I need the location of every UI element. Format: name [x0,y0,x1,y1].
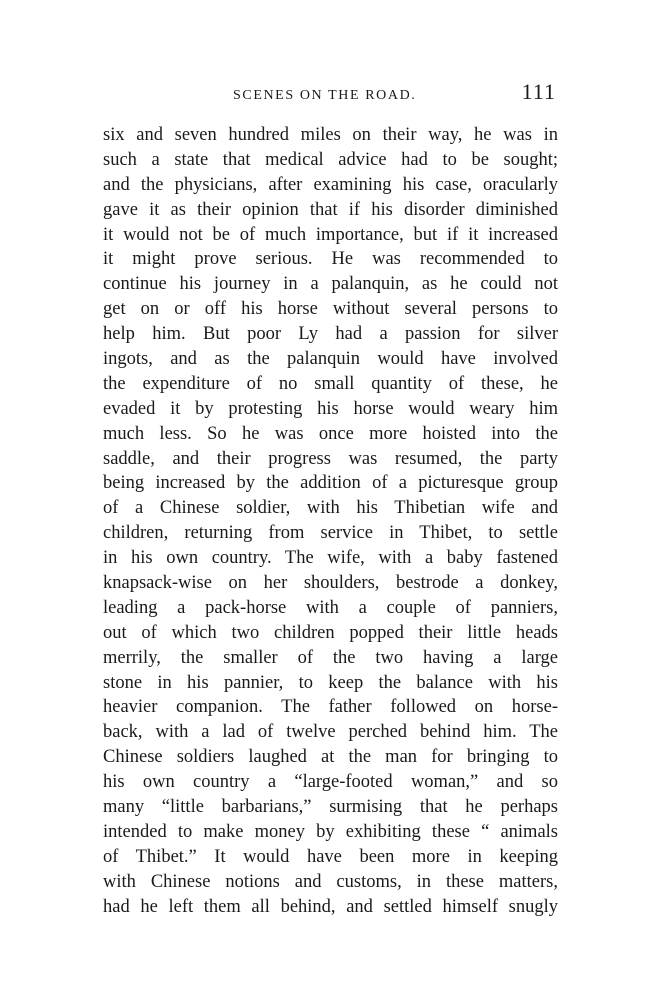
text-line: with Chinese notions and customs, in these matters, [103,871,558,892]
text-line: heavier companion. The father followed on horse- [103,697,558,718]
page-number: 111 [521,79,556,104]
text-line: help him. But poor Ly had a passion for silver [103,324,558,345]
text-line: the expenditure of no small quantity of these, he [103,373,558,394]
text-line: ingots, and as the palanquin would have involved [103,349,558,370]
text-line: had he left them all behind, and settled himself snugly [103,896,558,917]
text-line: gave it as their opinion that if his disorder diminished [103,199,558,220]
text-line: intended to make money by exhibiting these “ animals [103,821,558,842]
text-line: saddle, and their progress was resumed, the party [103,448,558,469]
text-line: back, with a lad of twelve perched behind him. The [103,722,558,743]
text-line: it would not be of much importance, but if it increased [103,224,558,245]
text-line: children, returning from service in Thibet, to settle [103,523,558,544]
text-line: being increased by the addition of a picturesque group [103,473,558,494]
text-line: leading a pack-horse with a couple of panniers, [103,597,558,618]
text-line: such a state that medical advice had to be sought; [103,149,558,170]
text-line: knapsack-wise on her shoulders, bestrode a donkey, [103,573,558,594]
text-line: and the physicians, after examining his case, oracularly [103,174,558,195]
text-line: six and seven hundred miles on their way, he was in [103,125,558,145]
text-line: continue his journey in a palanquin, as he could not [103,274,558,295]
text-line: it might prove serious. He was recommended to [103,249,558,270]
text-line: get on or off his horse without several persons to [103,299,558,320]
text-line: out of which two children popped their little heads [103,622,558,643]
text-line: his own country a “large-footed woman,” and so [103,772,558,793]
text-line: evaded it by protesting his horse would weary him [103,398,558,419]
text-line: merrily, the smaller of the two having a large [103,647,558,668]
running-head [103,78,558,108]
text-line: many “little barbarians,” surmising that he perhaps [103,797,558,818]
text-line: stone in his pannier, to keep the balance with his [103,672,558,693]
body-text [103,123,558,920]
text-line: Chinese soldiers laughed at the man for bringing to [103,747,558,768]
text-line: of Thibet.” It would have been more in keeping [103,846,558,867]
text-line: much less. So he was once more hoisted into the [103,423,558,444]
text-line: of a Chinese soldier, with his Thibetian wife and [103,498,558,519]
running-title: SCENES ON THE ROAD. [233,88,417,103]
text-line: in his own country. The wife, with a baby fastened [103,548,558,569]
